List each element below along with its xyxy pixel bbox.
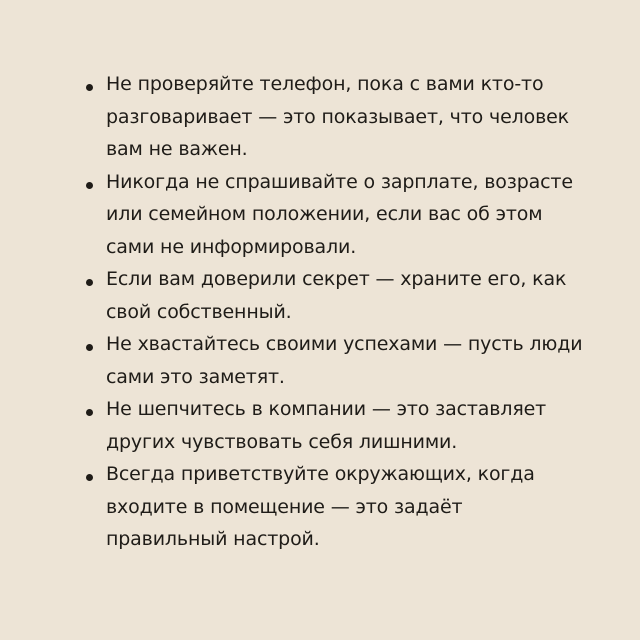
tip-line: Не шепчитесь в компании — это заставляет [106,398,547,420]
bullet-icon [86,474,93,481]
tip-item [82,393,592,458]
bullet-icon [86,344,93,351]
bullet-icon [86,182,93,189]
tip-item [82,458,592,556]
tip-line: Если вам доверили секрет — храните его, как [106,268,567,290]
tip-line: входите в помещение — это задаёт [106,495,463,518]
tip-line: вам не важен. [106,138,248,160]
tip-line: сами не информировали. [106,235,357,258]
tip-item [82,328,592,393]
bullet-icon [86,409,93,416]
tip-line: разговаривает — это показывает, что человек [106,105,570,128]
tip-line: Никогда не спрашивайте о зарплате, возрасте [106,170,573,193]
tips-list [82,68,592,556]
tip-item [82,166,592,264]
tip-line: Не проверяйте телефон, пока с вами кто-то [106,73,544,95]
tip-line: или семейном положении, если вас об этом [106,203,543,225]
tip-item [82,263,592,328]
tip-line: других чувствовать себя лишними. [106,430,458,453]
tip-line: сами это заметят. [106,365,285,388]
bullet-icon [86,84,93,91]
bullet-icon [86,279,93,286]
tip-line: правильный настрой. [106,528,320,550]
tip-line: свой собственный. [106,300,292,323]
tip-item [82,68,592,166]
tip-line: Всегда приветствуйте окружающих, когда [106,463,535,485]
tip-line: Не хвастайтесь своими успехами — пусть люди [106,333,583,355]
